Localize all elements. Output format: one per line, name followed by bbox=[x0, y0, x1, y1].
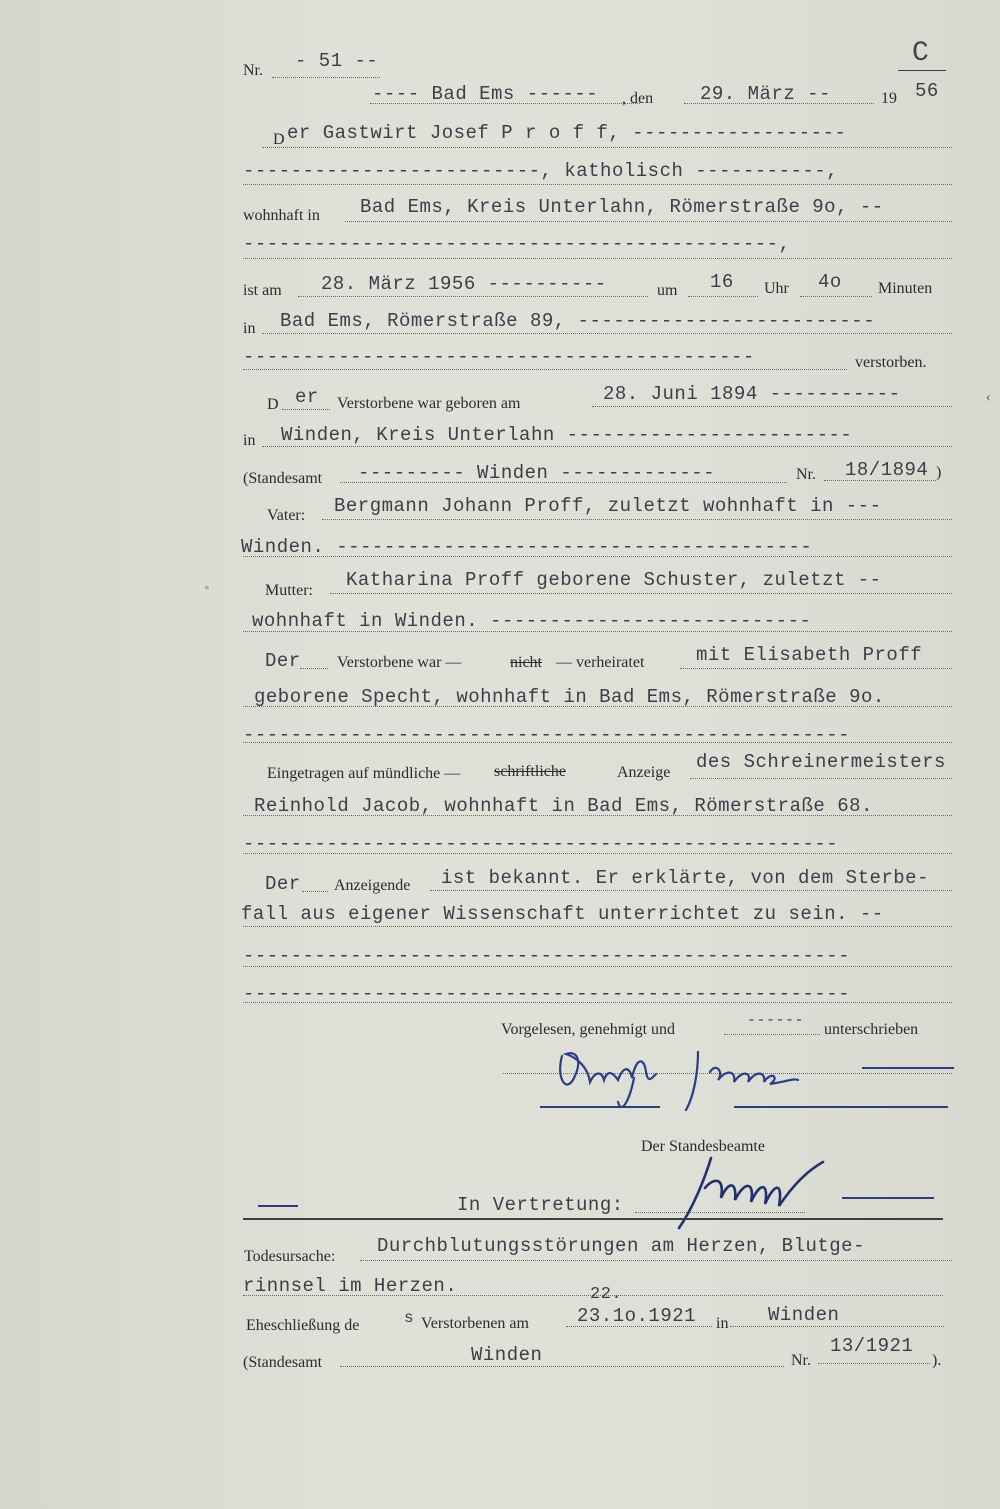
birth-in-label: in bbox=[243, 432, 256, 449]
birth-nr-label: Nr. bbox=[796, 466, 816, 483]
vater-line1: Bergmann Johann Proff, zuletzt wohnhaft in --- bbox=[334, 495, 882, 517]
birth-standesamt-label: (Standesamt bbox=[243, 470, 323, 487]
um-label: um bbox=[657, 282, 678, 299]
vorgelesen-fill: ------ bbox=[747, 1012, 805, 1029]
marriage-line1: mit Elisabeth Proff bbox=[696, 644, 923, 666]
mutter-label: Mutter: bbox=[265, 582, 313, 599]
todesursache-line1: Durchblutungsstörungen am Herzen, Blutge- bbox=[377, 1235, 865, 1257]
schriftliche-struck: schriftliche bbox=[494, 763, 566, 780]
year-prefix: 19 bbox=[881, 90, 897, 107]
ist-am-label: ist am bbox=[243, 282, 282, 299]
report-line1: des Schreinermeisters bbox=[696, 751, 946, 773]
in-vertretung: In Vertretung: bbox=[457, 1194, 624, 1216]
birth-close: ) bbox=[936, 464, 942, 481]
deceased-residence-cont: ---------------------------------------------, bbox=[243, 233, 791, 255]
vorgelesen-label: Vorgelesen, genehmigt und bbox=[501, 1021, 676, 1038]
year-suffix: 56 bbox=[915, 80, 939, 102]
header-place: ---- Bad Ems ------ bbox=[372, 83, 599, 105]
verstorbenen-am-label: Verstorbenen am bbox=[421, 1315, 529, 1332]
death-minutes: 4o bbox=[818, 271, 842, 293]
footer-standesamt-label: (Standesamt bbox=[243, 1354, 323, 1371]
margin-mark: ‹ bbox=[986, 390, 991, 405]
footer-close: ). bbox=[932, 1352, 942, 1369]
in-label: in bbox=[243, 320, 256, 337]
anzeige-label: Anzeige bbox=[617, 764, 671, 781]
eheschliessung-s: s bbox=[404, 1309, 415, 1327]
d-suffix: er bbox=[295, 386, 319, 408]
verstorbene-geboren-label: Verstorbene war geboren am bbox=[337, 395, 521, 412]
anzeigende-label: Anzeigende bbox=[334, 877, 411, 894]
punch-dot: ° bbox=[205, 585, 209, 596]
wohnhaft-label: wohnhaft in bbox=[243, 207, 320, 224]
uhr-label: Uhr bbox=[764, 280, 789, 297]
eheschliessung-label: Eheschließung de bbox=[246, 1317, 360, 1334]
register-letter: C bbox=[912, 38, 930, 69]
d-label: D bbox=[267, 396, 279, 413]
register-number: - 51 -- bbox=[295, 50, 379, 72]
eheschliessung-date: 23.1o.1921 bbox=[577, 1305, 697, 1327]
vater-label: Vater: bbox=[267, 507, 306, 524]
birth-date: 28. Juni 1894 ----------- bbox=[603, 383, 901, 405]
nr-label: Nr. bbox=[243, 62, 263, 79]
marriage-der: Der bbox=[265, 650, 301, 672]
report-der: Der bbox=[265, 873, 301, 895]
official-title: Der Standesbeamte bbox=[641, 1138, 765, 1155]
todesursache-line2: rinnsel im Herzen. bbox=[243, 1275, 458, 1297]
mutter-line2: wohnhaft in Winden. --------------------------- bbox=[252, 610, 812, 632]
birth-standesamt: --------- Winden ------------- bbox=[358, 462, 716, 484]
death-place: Bad Ems, Römerstraße 89, ------------------------- bbox=[280, 310, 876, 332]
report-line3: -------------------------------------------------- bbox=[243, 833, 839, 855]
footer-nr-label: Nr. bbox=[791, 1352, 811, 1369]
report-line7: --------------------------------------------------- bbox=[243, 983, 850, 1005]
der-label: D bbox=[273, 131, 285, 148]
minuten-label: Minuten bbox=[878, 280, 933, 297]
eheschliessung-in-label: in bbox=[716, 1315, 729, 1332]
verheiratet-label: — verheiratet bbox=[556, 654, 645, 671]
death-place-cont: ------------------------------------------- bbox=[243, 346, 755, 368]
marriage-line2: geborene Specht, wohnhaft in Bad Ems, Römerstraße 9o. bbox=[254, 686, 885, 708]
birth-place: Winden, Kreis Unterlahn ------------------------ bbox=[281, 424, 853, 446]
report-line5: fall aus eigener Wissenschaft unterrichtet zu sein. -- bbox=[241, 903, 884, 925]
marriage-line3: --------------------------------------------------- bbox=[243, 724, 850, 746]
footer-nr-value: 13/1921 bbox=[830, 1335, 914, 1357]
eheschliessung-place: Winden bbox=[768, 1304, 840, 1326]
nicht-struck: nicht bbox=[510, 654, 542, 671]
header-date: 29. März -- bbox=[700, 83, 831, 105]
death-date: 28. März 1956 ---------- bbox=[321, 273, 607, 295]
deceased-residence: Bad Ems, Kreis Unterlahn, Römerstraße 9o, -- bbox=[360, 196, 884, 218]
report-line6: --------------------------------------------------- bbox=[243, 945, 850, 967]
todesursache-label: Todesursache: bbox=[244, 1248, 336, 1265]
vater-line2: Winden. ---------------------------------------- bbox=[241, 536, 813, 558]
footer-standesamt-value: Winden bbox=[471, 1344, 543, 1366]
verstorben-label: verstorben. bbox=[855, 354, 927, 371]
date-correction: 22. bbox=[590, 1285, 623, 1304]
death-hour: 16 bbox=[710, 271, 734, 293]
report-line2: Reinhold Jacob, wohnhaft in Bad Ems, Römerstraße 68. bbox=[254, 795, 873, 817]
deceased-religion: -------------------------, katholisch -----------, bbox=[243, 160, 839, 182]
birth-nr-value: 18/1894 bbox=[845, 459, 929, 481]
report-line4: ist bekannt. Er erklärte, von dem Sterbe- bbox=[441, 867, 929, 889]
unterschrieben-label: unterschrieben bbox=[824, 1021, 919, 1038]
deceased-name: er Gastwirt Josef P r o f f, ------------------ bbox=[287, 122, 847, 144]
den-label: , den bbox=[622, 90, 654, 107]
eingetragen-label: Eingetragen auf mündliche — bbox=[267, 765, 461, 782]
mutter-line1: Katharina Proff geborene Schuster, zuletzt -- bbox=[346, 569, 882, 591]
verstorbene-war-label: Verstorbene war — bbox=[337, 654, 462, 671]
